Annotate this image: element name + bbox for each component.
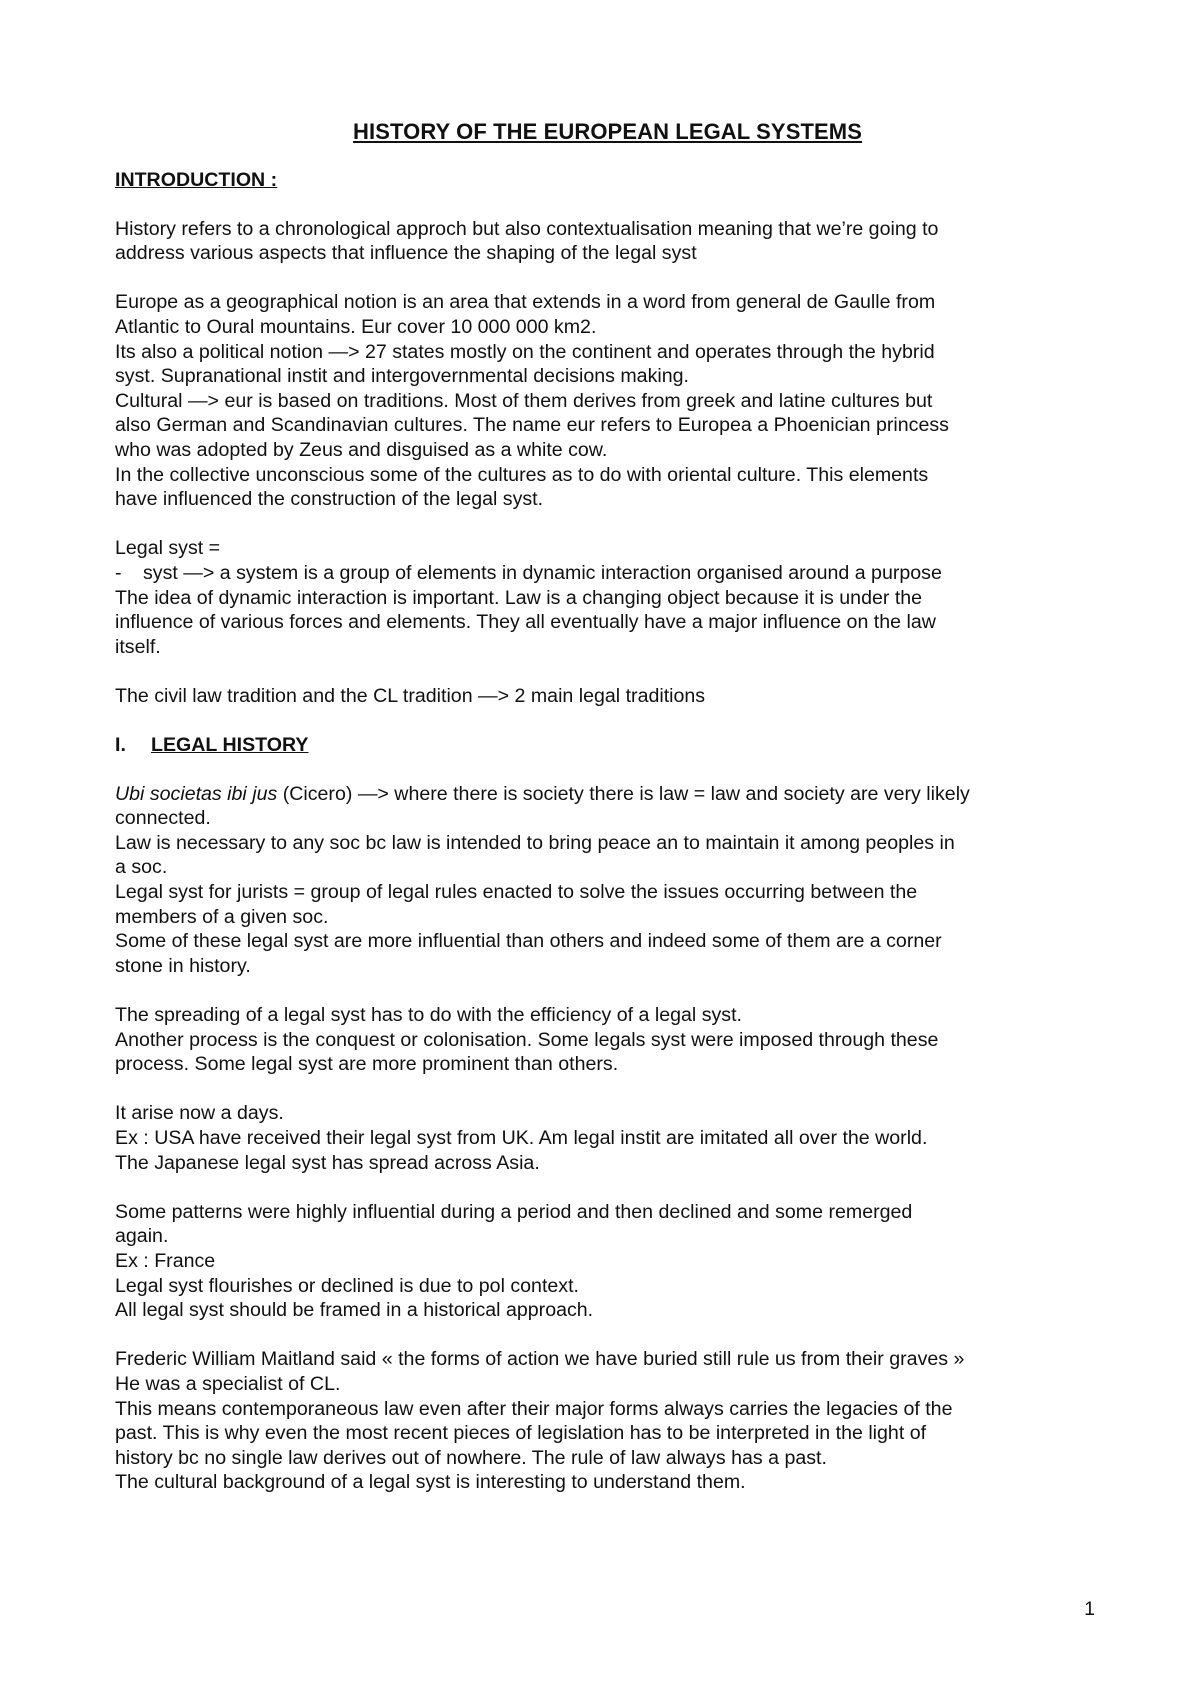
legal-history-paragraph-3 bbox=[115, 1101, 1100, 1175]
legal-history-paragraph-4 bbox=[115, 1200, 1100, 1323]
text-line: Another process is the conquest or colonisation. Some legals syst were imposed through these bbox=[115, 1028, 939, 1051]
intro-paragraph-2 bbox=[115, 290, 1100, 511]
text-line: history bc no single law derives out of nowhere. The rule of law always has a past. bbox=[115, 1446, 827, 1469]
text-line: Legal syst for jurists = group of legal rules enacted to solve the issues occurring between the bbox=[115, 881, 918, 904]
text-line: itself. bbox=[115, 635, 161, 658]
text-line: The civil law tradition and the CL tradition —> 2 main legal traditions bbox=[115, 684, 706, 707]
text-line: again. bbox=[115, 1225, 169, 1248]
quote-line bbox=[115, 782, 1100, 807]
latin-quote: Ubi societas ibi jus bbox=[115, 782, 278, 805]
text-line: a soc. bbox=[115, 856, 168, 879]
text-line: The Japanese legal syst has spread across Asia. bbox=[115, 1151, 540, 1174]
text-line: The spreading of a legal syst has to do with the efficiency of a legal syst. bbox=[115, 1004, 742, 1026]
section-heading-legal-history bbox=[115, 733, 1100, 758]
intro-paragraph-4 bbox=[115, 684, 1100, 709]
text-line: History refers to a chronological approch but also contextualisation meaning that we’re going to bbox=[115, 217, 939, 240]
section-number: I. bbox=[115, 734, 126, 757]
legal-history-paragraph-1 bbox=[115, 782, 1100, 979]
text-line: stone in history. bbox=[115, 954, 251, 977]
legal-history-paragraph-2 bbox=[115, 1003, 1100, 1077]
legal-syst-paragraph bbox=[115, 536, 1100, 659]
introduction-heading: INTRODUCTION : bbox=[115, 169, 278, 191]
legal-history-paragraph-5 bbox=[115, 1347, 1100, 1495]
text-line: Atlantic to Oural mountains. Eur cover 10 000 000 km2. bbox=[115, 315, 597, 338]
legal-syst-label: Legal syst = bbox=[115, 537, 221, 560]
bullet-dash: - bbox=[115, 561, 122, 584]
text-line: Ex : USA have received their legal syst from UK. Am legal instit are imitated all over the world. bbox=[115, 1126, 928, 1149]
text-line: past. This is why even the most recent pieces of legislation has to be interpreted in the light of bbox=[115, 1422, 927, 1445]
text-line: influence of various forces and elements. They all eventually have a major influence on the law bbox=[115, 611, 936, 634]
text-line: Its also a political notion —> 27 states mostly on the continent and operates through the hybrid bbox=[115, 340, 935, 363]
section-title: LEGAL HISTORY bbox=[151, 734, 309, 757]
text-line: The cultural background of a legal syst is interesting to understand them. bbox=[115, 1471, 746, 1494]
text-line: have influenced the construction of the legal syst. bbox=[115, 488, 544, 511]
text-line: He was a specialist of CL. bbox=[115, 1372, 341, 1395]
document-title: HISTORY OF THE EUROPEAN LEGAL SYSTEMS bbox=[353, 119, 862, 144]
text-line: It arise now a days. bbox=[115, 1102, 284, 1125]
text-line: Frederic William Maitland said « the forms of action we have buried still rule us from their graves » bbox=[115, 1348, 965, 1371]
text-line: who was adopted by Zeus and disguised as a white cow. bbox=[115, 438, 608, 461]
intro-paragraph-1 bbox=[115, 217, 1100, 266]
text-line: The idea of dynamic interaction is important. Law is a changing object because it is under the bbox=[115, 586, 923, 609]
text-line: also German and Scandinavian cultures. The name eur refers to Europea a Phoenician princess bbox=[115, 414, 949, 437]
bullet-item bbox=[115, 561, 1100, 586]
document-page bbox=[115, 118, 1100, 1519]
text-line: Some patterns were highly influential during a period and then declined and some remerged bbox=[115, 1200, 913, 1223]
text-line: Ex : France bbox=[115, 1249, 216, 1272]
text-line: Law is necessary to any soc bc law is intended to bring peace an to maintain it among peoples in bbox=[115, 831, 955, 854]
text-line: address various aspects that influence the shaping of the legal syst bbox=[115, 242, 697, 265]
quote-rest: (Cicero) —> where there is society there is law = law and society are very likely bbox=[277, 782, 970, 805]
text-line: members of a given soc. bbox=[115, 905, 329, 928]
page-number: 1 bbox=[1084, 1598, 1095, 1620]
text-line: Legal syst flourishes or declined is due to pol context. bbox=[115, 1274, 579, 1297]
text-line: process. Some legal syst are more prominent than others. bbox=[115, 1053, 619, 1076]
text-line: connected. bbox=[115, 807, 211, 830]
bullet-text: syst —> a system is a group of elements in dynamic interaction organised around a purpose bbox=[143, 561, 942, 584]
text-line: All legal syst should be framed in a historical approach. bbox=[115, 1299, 594, 1322]
text-line: Europe as a geographical notion is an area that extends in a word from general de Gaulle from bbox=[115, 291, 936, 314]
text-line: Some of these legal syst are more influential than others and indeed some of them are a corner bbox=[115, 930, 942, 953]
text-line: In the collective unconscious some of the cultures as to do with oriental culture. This elements bbox=[115, 463, 929, 486]
text-line: syst. Supranational instit and intergovernmental decisions making. bbox=[115, 365, 689, 388]
text-line: Cultural —> eur is based on traditions. Most of them derives from greek and latine cultures but bbox=[115, 389, 933, 412]
text-line: This means contemporaneous law even after their major forms always carries the legacies of the bbox=[115, 1397, 953, 1420]
